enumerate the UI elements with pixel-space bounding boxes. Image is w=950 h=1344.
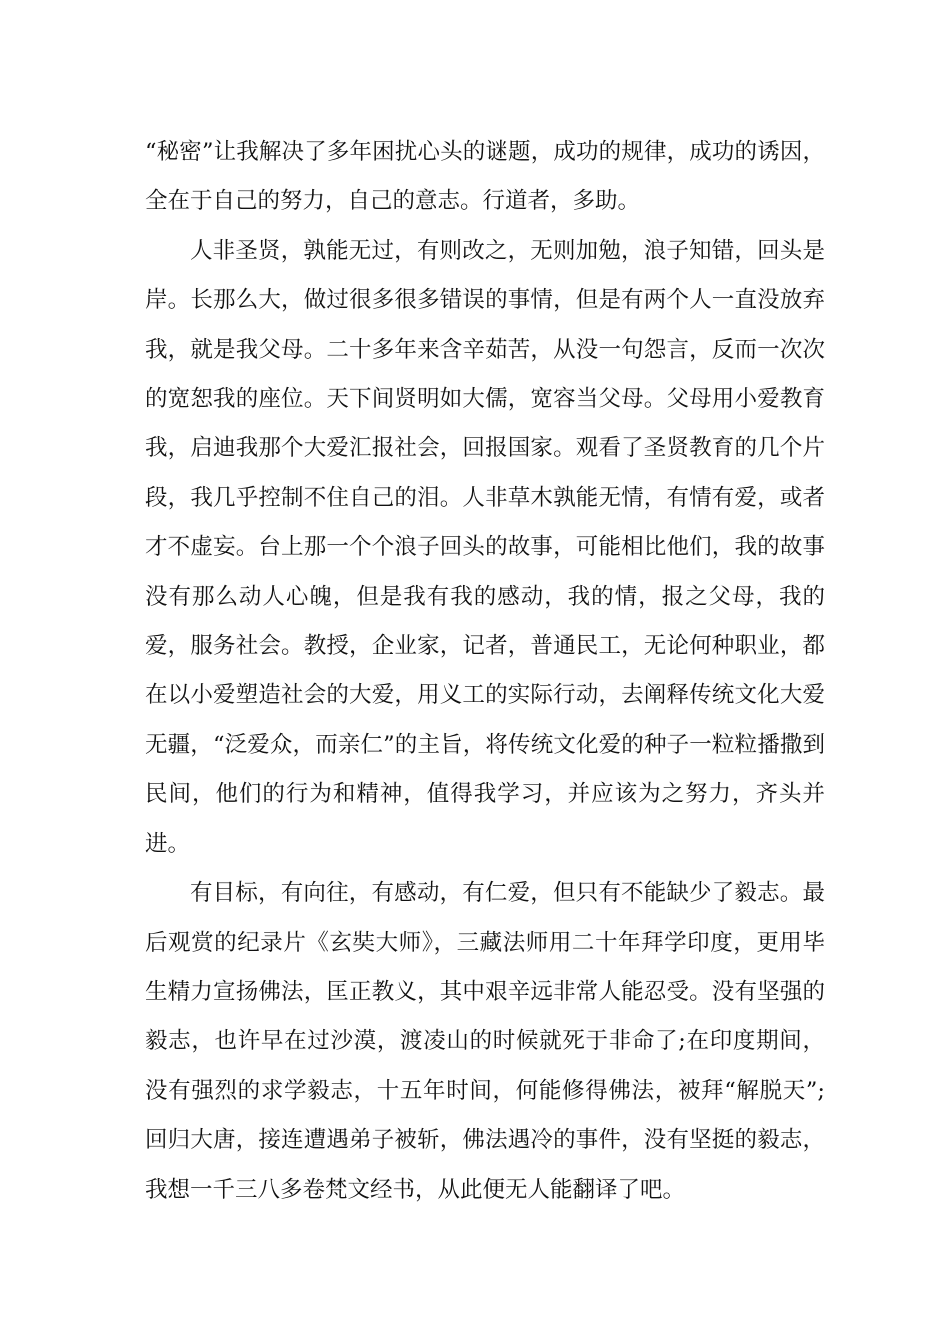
paragraph-2: 人非圣贤，孰能无过，有则改之，无则加勉，浪子知错，回头是岸。长那么大，做过很多很多错误的事情，但是有两个人一直没放弃我，就是我父母。二十多年来含辛茹苦，从没一句怨言，反而一次次的宽恕我的座位。天下间贤明如大儒，宽容当父母。父母用小爱教育我，启迪我那个大爱汇报社会，回报国家。观看了圣贤教育的几个片段，我几乎控制不住自己的泪。人非草木孰能无情，有情有爱，或者才不虚妄。台上那一个个浪子回头的故事，可能相比他们，我的故事没有那么动人心魄，但是我有我的感动，我的情，报之父母，我的爱，服务社会。教授，企业家，记者，普通民工，无论何种职业，都在以小爱塑造社会的大爱，用义工的实际行动，去阐释传统文化大爱无疆，“泛爱众，而亲仁”的主旨，将传统文化爱的种子一粒粒播撒到民间，他们的行为和精神，值得我学习，并应该为之努力，齐头并进。 — [145, 237, 825, 857]
paragraph-1: “秘密”让我解决了多年困扰心头的谜题，成功的规律，成功的诱因，全在于自己的努力，自己的意志。行道者，多助。 — [145, 139, 825, 215]
body-text — [145, 128, 825, 1215]
paragraph-3: 有目标，有向往，有感动，有仁爱，但只有不能缺少了毅志。最后观赏的纪录片《玄奘大师》，三藏法师用二十年拜学印度，更用毕生精力宣扬佛法，匡正教义，其中艰辛远非常人能忍受。没有坚强的毅志，也许早在过沙漠，渡凌山的时候就死于非命了;在印度期间，没有强烈的求学毅志，十五年时间，何能修得佛法，被拜“解脱天”;回归大唐，接连遭遇弟子被斩，佛法遇冷的事件，没有坚挺的毅志，我想一千三八多卷梵文经书，从此便无人能翻译了吧。 — [145, 880, 825, 1203]
